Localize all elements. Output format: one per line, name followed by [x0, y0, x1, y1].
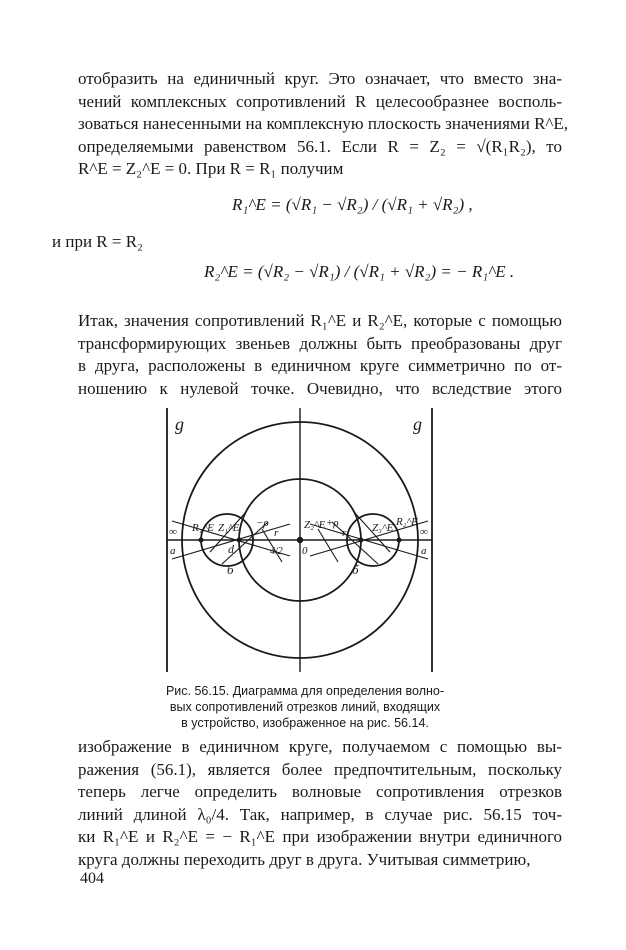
text-line: зоваться нанесенными на комплексную плоскость значениями R^E, — [78, 114, 569, 133]
text-line: Итак, значения сопротивлений R₁^E и R₂^E, которые с помощью — [78, 311, 562, 330]
paragraph-top — [78, 68, 569, 181]
and-when-line: и при R = R₂ — [52, 232, 143, 251]
figure-caption — [140, 683, 470, 731]
text-line: трансформирующих звеньев должны быть преобразованы друг — [78, 333, 562, 353]
text-line: ношению к нулевой точке. Очевидно, что вследствие этого — [78, 378, 562, 398]
text-line: R^E = Z₂^E = 0. При R = R₁ получим — [78, 159, 344, 178]
label-b-left: б — [227, 562, 234, 577]
paragraph-bottom — [78, 736, 562, 871]
text-line: отобразить на единичный круг. Это означает, что вместо зна- — [78, 69, 562, 88]
label-plus-p: +ρ — [326, 517, 339, 529]
caption-line: Рис. 56.15. Диаграмма для определения волно- — [165, 684, 445, 698]
text-line: в друга, расположены в единичном круге симметрично по от- — [78, 356, 562, 375]
paragraph-mid — [78, 310, 562, 400]
formula-r1e: R₁^E = (√R₁ − √R₂) / (√R₁ + √R₂) , — [232, 195, 473, 214]
label-b-right: б — [352, 562, 359, 577]
formula-r2e: R₂^E = (√R₂ − √R₁) / (√R₁ + √R₂) = − R₁^E . — [204, 262, 515, 281]
caption-line: в устройство, изображенное на рис. 56.14. — [181, 716, 429, 730]
label-d: d — [228, 542, 234, 556]
text-line: ражения (56.1), является более предпочтительным, поскольку — [78, 759, 562, 779]
label-z2e: Z₂^E — [304, 519, 326, 531]
label-a-right: a — [421, 545, 427, 557]
text-line: линий длиной λ₀/4. Так, например, в случае рис. 56.15 точ- — [78, 804, 562, 824]
label-r-left: r — [274, 527, 279, 539]
page-number: 404 — [80, 870, 104, 887]
text-line: круга должны переходить друг в друга. Учитывая симметрию, — [78, 849, 531, 869]
caption-line: вых сопротивлений отрезков линий, входящих — [169, 700, 441, 714]
label-r1e: R₁^E — [192, 522, 214, 534]
label-a-left: a — [170, 545, 176, 557]
text-line: чений комплексных сопротивлений R целесообразнее восполь- — [78, 91, 562, 111]
label-r2e: R₂^E — [396, 516, 418, 528]
text-line: ки R₁^E и R₂^E = − R₁^E при изображении внутри единичного — [78, 827, 562, 846]
label-z1e: Z₁^E — [218, 522, 240, 534]
label-r-right: r — [342, 527, 347, 539]
figure-56-15 — [150, 404, 450, 674]
label-zero: 0 — [302, 545, 308, 557]
label-minus-p: −ρ — [256, 517, 269, 529]
label-g-right: g — [413, 414, 422, 434]
label-g-left: g — [175, 414, 184, 434]
label-inf-right: ∞ — [420, 526, 428, 538]
text-line: теперь легче определить волновые сопротивления отрезков — [78, 782, 562, 801]
label-inf-left: ∞ — [169, 526, 177, 538]
label-z3e: Z₃^E — [372, 522, 394, 534]
text-line: определяемыми равенством 56.1. Если R = Z₂ = √(R₁R₂), то — [78, 136, 562, 156]
label-half: 4/2 — [270, 546, 283, 557]
text-line: изображение в единичном круге, получаемом с помощью вы- — [78, 737, 562, 756]
